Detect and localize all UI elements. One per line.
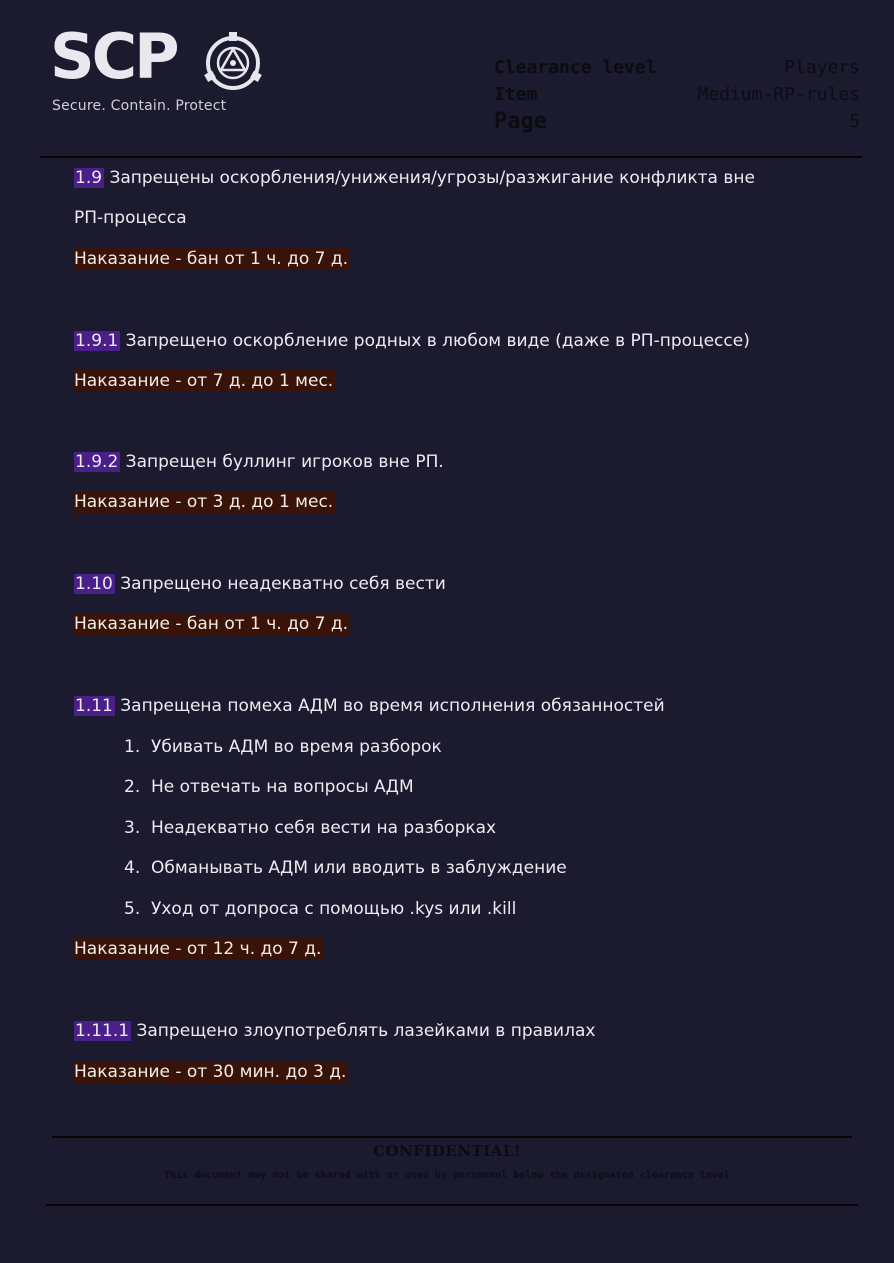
list-text: Обманывать АДМ или вводить в заблуждение bbox=[151, 858, 567, 878]
item-label: Item bbox=[494, 84, 538, 105]
list-item bbox=[124, 735, 442, 759]
rule-text: Запрещено оскорбление родных в любом виде (даже в РП-процессе) bbox=[120, 331, 750, 351]
clearance-row bbox=[494, 54, 860, 81]
rule-number: 1.11 bbox=[75, 696, 113, 716]
item-row bbox=[494, 81, 860, 108]
list-number: 1. bbox=[124, 737, 141, 757]
rule-text: Запрещена помеха АДМ во время исполнения обязанностей bbox=[114, 696, 665, 716]
footer-divider-top bbox=[52, 1136, 852, 1138]
rule-line bbox=[74, 572, 446, 596]
rule-line bbox=[74, 1019, 595, 1043]
scp-logo bbox=[50, 20, 260, 122]
list-number: 4. bbox=[124, 858, 141, 878]
clearance-label: Clearance level bbox=[494, 57, 657, 78]
list-item bbox=[124, 856, 567, 880]
rule-number: 1.10 bbox=[75, 574, 113, 594]
document-header bbox=[0, 0, 894, 158]
penalty-text: Наказание - от 3 д. до 1 мес. bbox=[74, 492, 334, 512]
rule-line bbox=[74, 329, 750, 353]
rule-number: 1.9 bbox=[75, 168, 103, 188]
page-row bbox=[494, 108, 860, 135]
penalty-line bbox=[74, 490, 335, 514]
penalty-text: Наказание - от 7 д. до 1 мес. bbox=[74, 371, 334, 391]
header-divider bbox=[40, 156, 862, 158]
penalty-line bbox=[74, 937, 323, 961]
penalty-text: Наказание - от 30 мин. до 3 д. bbox=[74, 1062, 347, 1082]
penalty-text: Наказание - бан от 1 ч. до 7 д. bbox=[74, 249, 349, 269]
rule-line bbox=[74, 450, 444, 474]
rule-number: 1.11.1 bbox=[75, 1021, 130, 1041]
item-value: Medium-RP-rules bbox=[697, 84, 860, 105]
rule-text: Запрещено злоупотреблять лазейками в правилах bbox=[131, 1021, 596, 1041]
list-text: Убивать АДМ во время разборок bbox=[151, 737, 442, 757]
list-number: 5. bbox=[124, 899, 141, 919]
penalty-text: Наказание - бан от 1 ч. до 7 д. bbox=[74, 614, 349, 634]
confidential-title: CONFIDENTIAL! bbox=[373, 1142, 521, 1160]
rule-line bbox=[74, 166, 755, 190]
confidential-disclaimer: This document may not be shared with or used by personnel below the designated clearance level bbox=[164, 1170, 730, 1181]
list-item bbox=[124, 816, 496, 840]
rule-line-continued bbox=[74, 206, 187, 230]
rule-number: 1.9.2 bbox=[75, 452, 119, 472]
list-item bbox=[124, 775, 414, 799]
document-meta bbox=[494, 54, 860, 135]
penalty-line bbox=[74, 612, 350, 636]
penalty-line bbox=[74, 247, 350, 271]
list-number: 3. bbox=[124, 818, 141, 838]
rule-line bbox=[74, 694, 665, 718]
penalty-text: Наказание - от 12 ч. до 7 д. bbox=[74, 939, 322, 959]
rule-text: Запрещено неадекватно себя вести bbox=[114, 574, 446, 594]
penalty-line bbox=[74, 369, 335, 393]
page-label: Page bbox=[494, 109, 547, 134]
penalty-line bbox=[74, 1060, 348, 1084]
list-text: Не отвечать на вопросы АДМ bbox=[151, 777, 414, 797]
list-text: Неадекватно себя вести на разборках bbox=[151, 818, 497, 838]
list-item bbox=[124, 897, 516, 921]
scp-emblem-icon bbox=[202, 32, 264, 94]
page-value: 5 bbox=[849, 111, 860, 132]
clearance-value: Players bbox=[784, 57, 860, 78]
list-text: Уход от допроса с помощью .kys или .kill bbox=[151, 899, 517, 919]
list-number: 2. bbox=[124, 777, 141, 797]
rule-text: Запрещен буллинг игроков вне РП. bbox=[120, 452, 444, 472]
rule-number: 1.9.1 bbox=[75, 331, 119, 351]
rule-text: РП-процесса bbox=[74, 208, 187, 228]
footer-divider-bottom bbox=[46, 1204, 858, 1206]
logo-tagline: Secure. Contain. Protect bbox=[52, 98, 227, 114]
logo-wordmark: SCP bbox=[50, 20, 177, 93]
rule-text: Запрещены оскорбления/унижения/угрозы/разжигание конфликта вне bbox=[104, 168, 755, 188]
